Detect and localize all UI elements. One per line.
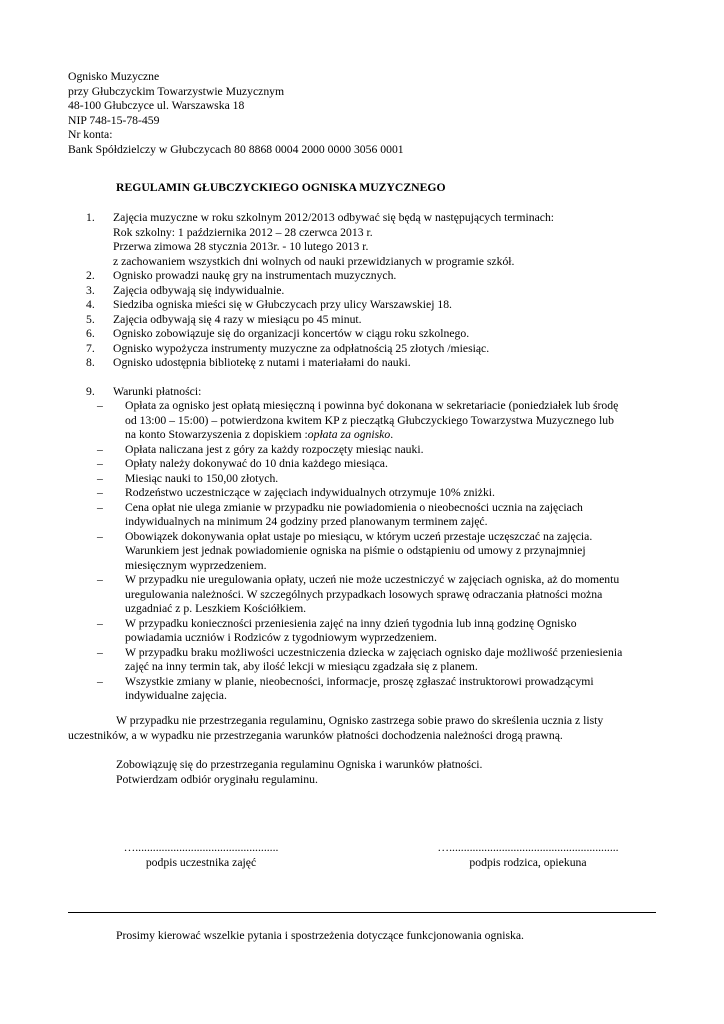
list-item (86, 356, 666, 371)
bullet-text: Miesiąc nauki to 150,00 złotych. (125, 471, 279, 485)
school-street-address: 48-100 Głubczyce ul. Warszawska 18 (68, 99, 245, 112)
signature-label: podpis rodzica, opiekuna (469, 855, 587, 869)
item-text: Ognisko prowadzi naukę gry na instrumentach muzycznych. (113, 269, 397, 282)
payment-terms-label: Warunki płatności: (113, 384, 202, 398)
bullet-text: powiadamia uczniów i Rodziców z tygodniowym wyprzedzeniem. (125, 631, 437, 644)
signature-line: ….......................................................... (437, 841, 619, 854)
footer-note: Prosimy kierować wszelkie pytania i spostrzeżenia dotyczące funkcjonowania ogniska. (116, 929, 524, 942)
signature-label: podpis uczestnika zajęć (145, 855, 257, 869)
item-number: 9. (86, 384, 95, 398)
bullet-text: W przypadku braku możliwości uczestniczenia dziecka w zajęciach ognisko daje możliwość przeniesienia (125, 645, 623, 659)
bullet-text: Obowiązek dokonywania opłat ustaje po miesiącu, w którym uczeń przestaje uczęszczać na zajęcia. (125, 529, 593, 543)
footer-divider (68, 912, 656, 913)
list-item (86, 269, 666, 284)
school-name: Ognisko Muzyczne (68, 70, 160, 83)
bullet-text: Opłata za ognisko jest opłatą miesięczną i powinna być dokonana w sekretariacie (poniedziałek lub środę (125, 399, 619, 412)
bullet-text-part: na konto Stowarzyszenia z dopiskiem : (125, 428, 308, 441)
bullet-text: Cena opłat nie ulega zmianie w przypadku nie powiadomienia o nieobecności ucznia na zajęciach (125, 500, 583, 514)
document-title: REGULAMIN GŁUBCZYCKIEGO OGNISKA MUZYCZNEGO (116, 181, 446, 194)
bullet-text: uzgadniać z p. Leszkiem Kościółkiem. (125, 602, 307, 615)
item-text: Rok szkolny: 1 października 2012 – 28 czerwca 2013 r. (113, 225, 373, 239)
list-item (97, 472, 666, 487)
list-item (97, 646, 666, 675)
dash-bullet: – (97, 442, 103, 456)
item-number: 2. (86, 269, 95, 282)
list-item (86, 298, 666, 313)
dash-bullet: – (97, 500, 103, 514)
bullet-text: indywidualne zajęcia. (125, 689, 227, 702)
item-number: 6. (86, 327, 95, 340)
item-text: Siedziba ogniska mieści się w Głubczycach przy ulicy Warszawskiej 18. (113, 298, 452, 311)
item-number: 5. (86, 312, 95, 326)
item-text: Przerwa zimowa 28 stycznia 2013r. - 10 lutego 2013 r. (113, 240, 369, 253)
list-item (97, 530, 666, 574)
dash-bullet: – (97, 674, 103, 688)
declaration-text: Zobowiązuję się do przestrzegania regulaminu Ogniska i warunków płatności. (116, 758, 483, 771)
bullet-text: Wszystkie zmiany w planie, nieobecności, informacje, proszę zgłaszać instruktorowi prowadzącymi (125, 674, 594, 688)
list-item (86, 313, 666, 328)
list-item (86, 211, 666, 269)
item-text: z zachowaniem wszystkich dni wolnych od nauki przewidzianych w programie szkół. (113, 254, 515, 268)
item-number: 7. (86, 341, 95, 355)
item-number: 3. (86, 283, 95, 297)
closing-paragraph (68, 714, 658, 743)
bullet-text: Opłaty należy dokonywać do 10 dnia każdego miesiąca. (125, 457, 388, 470)
bullet-text: zajęć na inny termin tak, aby ilość lekcji w miesiącu zgadzała się z planem. (125, 660, 478, 673)
list-item (86, 327, 666, 342)
declaration-text: Potwierdzam odbiór oryginału regulaminu. (116, 772, 318, 786)
dash-bullet: – (97, 457, 103, 470)
payment-terms-item (86, 385, 666, 400)
signature-line: …................................................. (123, 841, 279, 854)
bullet-text: W przypadku konieczności przeniesienia zajęć na inny dzień tygodnia lub inną godzinę Ognisko (125, 616, 577, 630)
school-affiliation: przy Głubczyckim Towarzystwie Muzycznym (68, 84, 285, 98)
dash-bullet: – (97, 645, 103, 659)
list-item (97, 486, 666, 501)
bullet-text: W przypadku nie uregulowania opłaty, uczeń nie może uczestniczyć w zajęciach ogniska, aż do momentu (125, 573, 620, 586)
list-item (97, 617, 666, 646)
dash-bullet: – (97, 471, 103, 485)
regulations-list (86, 211, 666, 704)
bullet-text: od 13:00 – 15:00) – potwierdzona kwitem KP z pieczątką Głubczyckiego Towarzystwa Muzycznego lub (125, 413, 614, 427)
list-item (97, 457, 666, 472)
item-text: Zajęcia odbywają się indywidualnie. (113, 283, 285, 297)
dash-bullet: – (97, 616, 103, 630)
bullet-text: indywidualnych na minimum 24 godziny przed planowanym terminem zajęć. (125, 515, 488, 528)
participant-signature (116, 841, 286, 870)
bullet-text: Warunkiem jest jednak powiadomienie ogniska na piśmie o odstąpieniu od umowy z przynajmniej (125, 544, 586, 557)
bullet-text: miesięcznym wyprzedzeniem. (125, 558, 267, 572)
dash-bullet: – (97, 573, 103, 586)
item-text: Ognisko zobowiązuje się do organizacji koncertów w ciągu roku szkolnego. (113, 327, 470, 340)
payment-terms-bullets (86, 399, 666, 704)
list-item (97, 399, 666, 443)
bullet-text: Rodzeństwo uczestniczące w zajęciach indywidualnych otrzymuje 10% zniżki. (125, 486, 495, 499)
bank-account-number: Bank Spółdzielczy w Głubczycach 80 8868 0004 2000 0000 3056 0001 (68, 142, 404, 156)
bullet-text: Opłata naliczana jest z góry za każdy rozpoczęty miesiąc nauki. (125, 442, 424, 456)
bank-account-label: Nr konta: (68, 128, 113, 141)
list-item (97, 501, 666, 530)
item-text: Ognisko wypożycza instrumenty muzyczne za odpłatnością 25 złotych /miesiąc. (113, 341, 490, 355)
school-address-block (68, 70, 404, 157)
item-text: Ognisko udostępnia bibliotekę z nutami i materiałami do nauki. (113, 356, 411, 369)
school-tax-id: NIP 748-15-78-459 (68, 113, 160, 127)
closing-text: W przypadku nie przestrzegania regulaminu, Ognisko zastrzega sobie prawo do skreślenia ucznia z listy (116, 714, 604, 727)
bullet-text (125, 428, 666, 443)
list-item (97, 675, 666, 704)
dash-bullet: – (97, 399, 103, 412)
list-item (97, 573, 666, 617)
declaration (116, 758, 482, 787)
closing-text: uczestników, a w wypadku nie przestrzegania warunków płatności dochodzenia należności drogą prawną. (68, 728, 563, 742)
payment-note-text: opłata za ognisko (307, 428, 391, 441)
item-number: 8. (86, 356, 95, 369)
item-text: Zajęcia muzyczne w roku szkolnym 2012/2013 odbywać się będą w następujących terminach: (113, 211, 555, 224)
item-number: 4. (86, 298, 95, 311)
dash-bullet: – (97, 529, 103, 543)
bullet-text-part: . (390, 428, 394, 441)
item-number: 1. (86, 211, 95, 224)
list-item (97, 443, 666, 458)
parent-signature (414, 841, 642, 870)
dash-bullet: – (97, 486, 103, 499)
list-item (86, 284, 666, 299)
list-item (86, 342, 666, 357)
bullet-text: uregulowania należności. W szczególnych przypadkach losowych sprawę odraczania płatności można (125, 587, 603, 601)
item-text: Zajęcia odbywają się 4 razy w miesiącu po 45 minut. (113, 312, 362, 326)
